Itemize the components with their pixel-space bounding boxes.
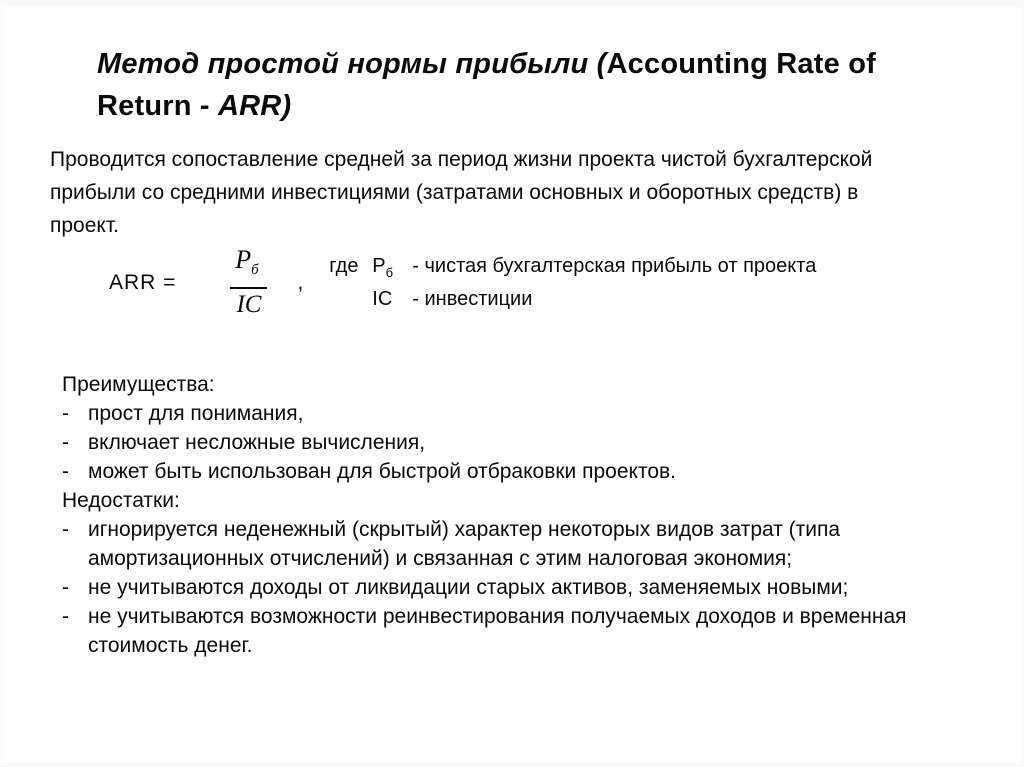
intro-paragraph: Проводится сопоставление средней за период жизни проекта чистой бухгалтерской прибыли со средними инвестициями (затратами основных и оборотных средств) в проект. — [50, 148, 873, 237]
formula-fraction — [230, 245, 267, 320]
list-item — [62, 457, 957, 486]
disadvantage-text: не учитываются доходы от ликвидации старых активов, заменяемых новыми; — [88, 576, 849, 599]
title-arr-part: ARR) — [218, 90, 292, 122]
profit-symbol — [372, 253, 412, 286]
profit-symbol-subscript: б — [385, 265, 394, 281]
list-item — [62, 515, 957, 573]
legend-row-investment — [329, 286, 816, 312]
bullet-dash: - — [62, 402, 69, 425]
where-label: где — [329, 255, 359, 278]
list-item — [62, 602, 957, 660]
numerator-subscript: б — [251, 262, 259, 279]
fraction-numerator — [231, 245, 266, 287]
formula-legend — [329, 253, 816, 312]
disadvantage-text: не учитываются возможности реинвестирования получаемых доходов и временная стоимость денег. — [88, 605, 907, 657]
list-item — [62, 573, 957, 602]
formula-comma: , — [297, 270, 304, 294]
bullet-dash: - — [62, 518, 69, 541]
profit-symbol-base: P — [372, 255, 386, 278]
where-label-spacer — [329, 286, 372, 312]
title-english-part: Accounting Rate of Return - — [97, 48, 876, 122]
title-russian-part: Метод простой нормы прибыли ( — [97, 48, 607, 80]
pros-cons-lists — [62, 370, 957, 660]
legend-row-profit — [329, 253, 816, 286]
investment-description: - инвестиции — [412, 288, 533, 311]
bullet-dash: - — [62, 431, 69, 454]
bullet-dash: - — [62, 460, 69, 483]
list-item — [62, 399, 957, 428]
disadvantage-text: игнорируется неденежный (скрытый) характер некоторых видов затрат (типа амортизационных отчислений) и связанная с этим налоговая экономия; — [88, 518, 841, 570]
bullet-dash: - — [62, 605, 69, 628]
advantage-text: может быть использован для быстрой отбраковки проектов. — [88, 460, 676, 483]
fraction-denominator: IC — [230, 287, 267, 320]
advantage-text: прост для понимания, — [88, 402, 304, 425]
formula-lhs: ARR = — [109, 270, 177, 294]
slide-title — [97, 43, 887, 127]
advantages-heading: Преимущества: — [62, 373, 215, 396]
investment-symbol: IC — [372, 288, 393, 311]
advantage-text: включает несложные вычисления, — [88, 431, 426, 454]
bullet-dash: - — [62, 576, 69, 599]
arr-formula — [109, 245, 816, 320]
profit-description: - чистая бухгалтерская прибыль от проекта — [412, 255, 817, 278]
list-item — [62, 428, 957, 457]
disadvantages-heading: Недостатки: — [62, 489, 180, 512]
numerator-symbol: P — [235, 245, 252, 274]
